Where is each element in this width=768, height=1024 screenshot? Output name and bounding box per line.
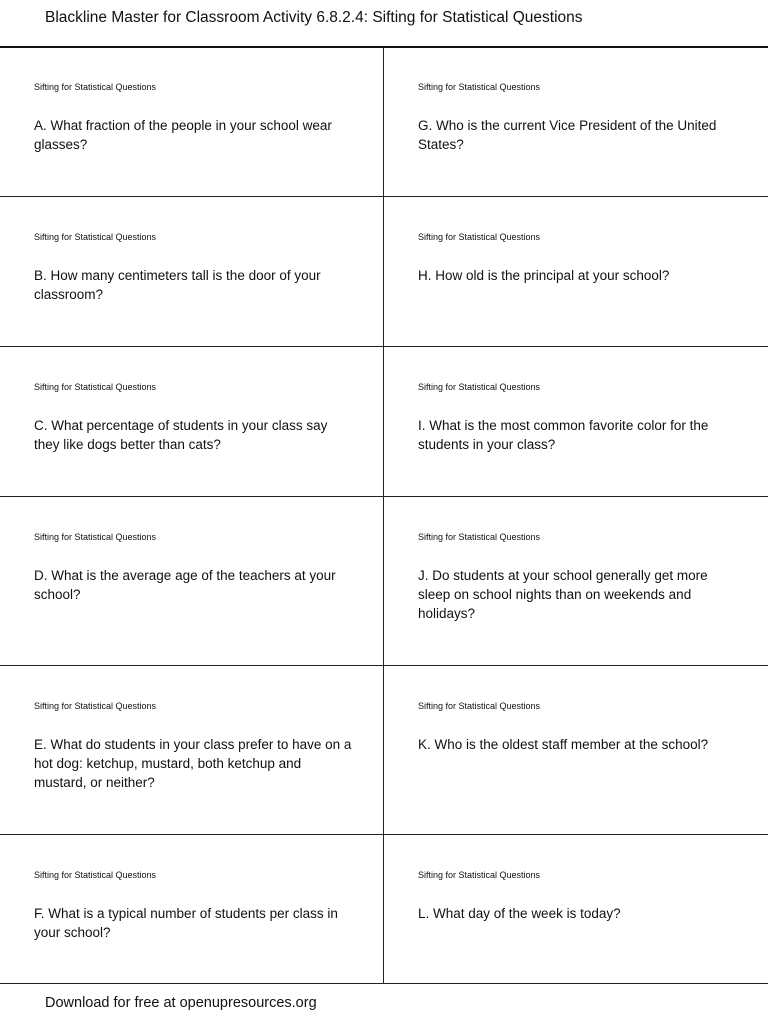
card-label: Sifting for Statistical Questions <box>34 82 157 92</box>
card-question: C. What percentage of students in your class say they like dogs better than cats? <box>34 418 328 452</box>
card-label: Sifting for Statistical Questions <box>418 870 541 880</box>
card-c <box>34 347 369 496</box>
card-question: D. What is the average age of the teachers at your school? <box>34 568 336 602</box>
card-h <box>418 197 753 346</box>
card-question: H. How old is the principal at your school? <box>418 268 670 283</box>
card-question: F. What is a typical number of students per class in your school? <box>34 906 338 940</box>
card-label: Sifting for Statistical Questions <box>418 82 541 92</box>
card-label: Sifting for Statistical Questions <box>34 382 157 392</box>
card-grid <box>0 47 768 984</box>
card-label: Sifting for Statistical Questions <box>34 701 157 711</box>
card-g <box>418 47 753 196</box>
card-question: A. What fraction of the people in your school wear glasses? <box>34 118 332 152</box>
card-label: Sifting for Statistical Questions <box>418 532 541 542</box>
card-f <box>34 835 369 983</box>
card-question: L. What day of the week is today? <box>418 906 621 921</box>
card-j <box>418 497 753 665</box>
card-label: Sifting for Statistical Questions <box>34 870 157 880</box>
card-i <box>418 347 753 496</box>
card-label: Sifting for Statistical Questions <box>34 232 157 242</box>
card-label: Sifting for Statistical Questions <box>418 701 541 711</box>
card-question: E. What do students in your class prefer to have on a hot dog: ketchup, mustard, both ketchup and mustard, or neither? <box>34 737 352 790</box>
download-footer: Download for free at openupresources.org <box>45 995 317 1011</box>
card-label: Sifting for Statistical Questions <box>34 532 157 542</box>
row-divider <box>0 983 768 984</box>
column-divider <box>383 47 384 984</box>
card-l <box>418 835 753 983</box>
card-e <box>34 666 369 834</box>
card-label: Sifting for Statistical Questions <box>418 382 541 392</box>
card-question: J. Do students at your school generally get more sleep on school nights than on weekends and holidays? <box>418 568 708 621</box>
card-label: Sifting for Statistical Questions <box>418 232 541 242</box>
card-k <box>418 666 753 834</box>
card-b <box>34 197 369 346</box>
card-a <box>34 47 369 196</box>
card-d <box>34 497 369 665</box>
card-question: B. How many centimeters tall is the door of your classroom? <box>34 268 321 302</box>
card-question: K. Who is the oldest staff member at the school? <box>418 737 709 752</box>
page-title: Blackline Master for Classroom Activity 6.8.2.4: Sifting for Statistical Questions <box>45 9 583 26</box>
card-question: I. What is the most common favorite color for the students in your class? <box>418 418 709 452</box>
card-question: G. Who is the current Vice President of the United States? <box>418 118 717 152</box>
